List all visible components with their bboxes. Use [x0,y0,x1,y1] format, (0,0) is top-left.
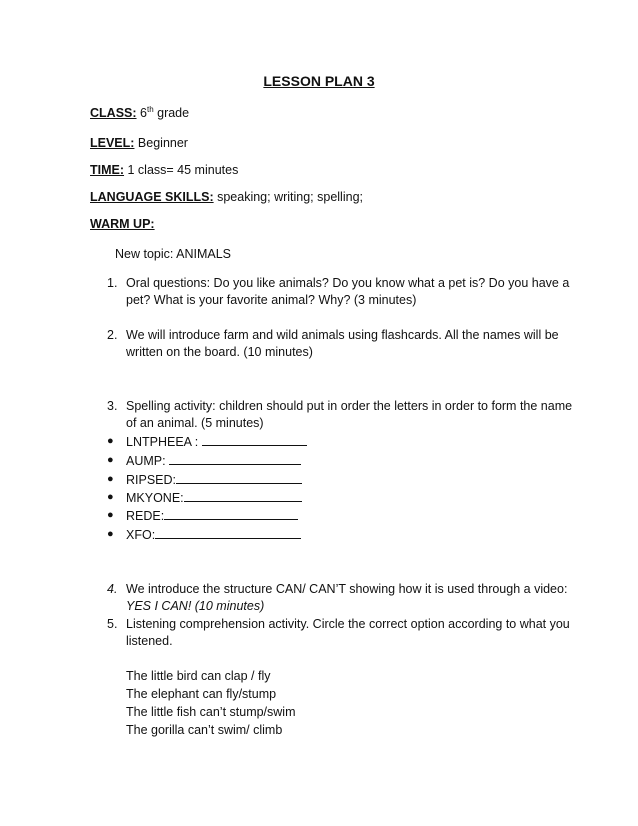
time-value: 1 class= 45 minutes [124,163,239,177]
item-4-line-2: YES I CAN! (10 minutes) [126,599,265,613]
bullet-item [126,433,307,451]
bullet-label: MKYONE: [126,491,184,505]
page-title: LESSON PLAN 3 [263,73,375,89]
bullet-item [126,526,301,544]
answer-blank[interactable] [169,452,301,465]
item-1-line-2: pet? What is your favorite animal? Why? (3 minutes) [126,293,417,307]
bullet-icon: ● [107,491,114,503]
warmup-line [90,216,155,233]
item-5-line-2: listened. [126,634,173,648]
item-5-line-1: Listening comprehension activity. Circle the correct option according to what you [126,617,570,631]
warmup-label: WARM UP: [90,217,155,231]
class-label: CLASS: [90,106,137,120]
sentence: The gorilla can’t swim/ climb [126,723,283,737]
answer-blank[interactable] [155,526,301,539]
class-line [90,105,189,122]
sentence: The little fish can’t stump/swim [126,705,296,719]
bullet-item [126,452,301,470]
level-label: LEVEL: [90,136,135,150]
item-3-line-1: Spelling activity: children should put in order the letters in order to form the name [126,399,573,413]
bullet-label: REDE: [126,509,165,523]
level-value: Beginner [134,136,188,150]
bullet-icon: ● [107,473,114,485]
time-label: TIME: [90,163,125,177]
bullet-icon: ● [107,528,114,540]
bullet-item [126,507,298,525]
class-num: 6 [140,106,147,120]
item-1-number: 1. [107,276,118,290]
bullet-label: LNTPHEEA : [126,435,202,449]
answer-blank[interactable] [164,507,298,520]
item-4-number: 4. [107,582,118,596]
skills-line [90,189,363,206]
skills-label: LANGUAGE SKILLS: [90,190,214,204]
item-2-line-2: written on the board. (10 minutes) [126,345,313,359]
item-5-number: 5. [107,617,118,631]
answer-blank[interactable] [184,489,302,502]
class-sup: th [146,104,154,114]
answer-blank[interactable] [202,433,307,446]
new-topic: New topic: ANIMALS [115,247,232,261]
bullet-icon: ● [107,509,114,521]
bullet-icon: ● [107,454,114,466]
sentence: The elephant can fly/stump [126,687,277,701]
class-rest: grade [153,106,190,120]
bullet-item [126,471,302,489]
bullet-label: RIPSED: [126,473,177,487]
skills-value: speaking; writing; spelling; [213,190,363,204]
bullet-item [126,489,302,507]
item-1-line-1: Oral questions: Do you like animals? Do you know what a pet is? Do you have a [126,276,570,290]
answer-blank[interactable] [176,471,302,484]
item-3-number: 3. [107,399,118,413]
item-2-number: 2. [107,328,118,342]
time-line [90,162,238,179]
item-4-line-1: We introduce the structure CAN/ CAN’T showing how it is used through a video: [126,582,568,596]
level-line [90,135,188,152]
item-2-line-1: We will introduce farm and wild animals using flashcards. All the names will be [126,328,559,342]
bullet-icon: ● [107,435,114,447]
sentence: The little bird can clap / fly [126,669,271,683]
item-3-line-2: of an animal. (5 minutes) [126,416,264,430]
bullet-label: AUMP: [126,454,170,468]
bullet-label: XFO: [126,528,156,542]
